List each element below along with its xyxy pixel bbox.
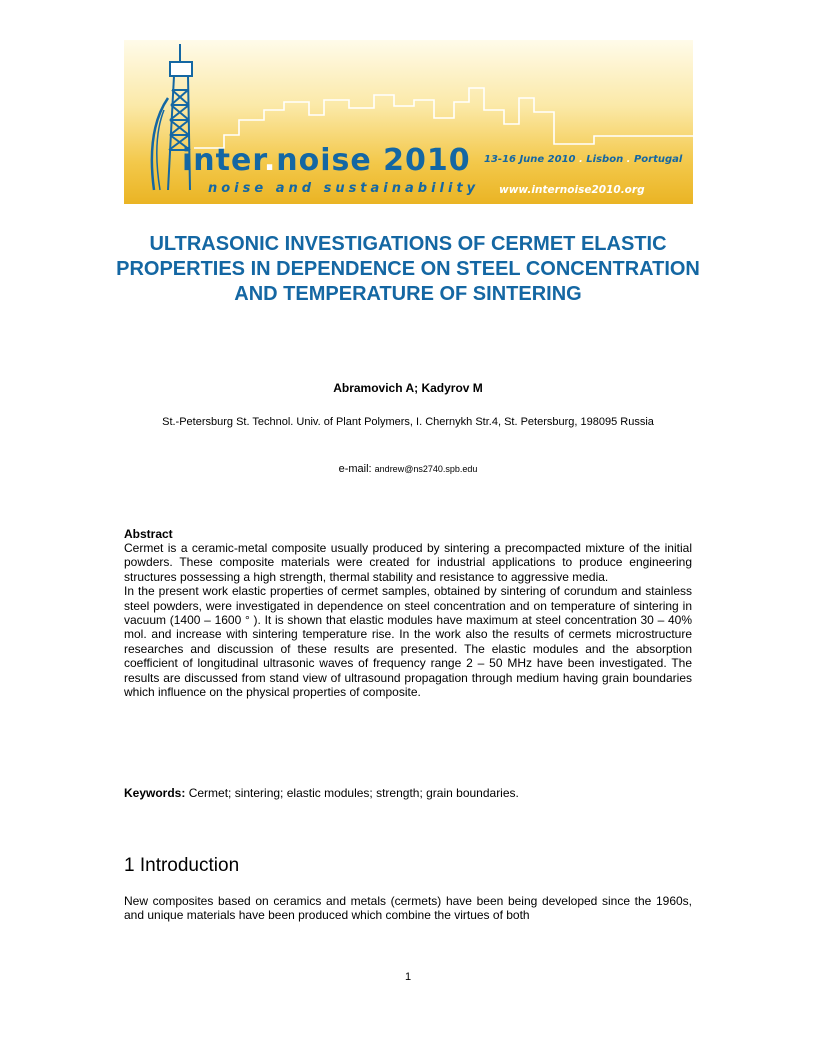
conference-banner — [124, 40, 693, 204]
authors: Abramovich A; Kadyrov M — [333, 381, 483, 395]
email-address[interactable]: andrew@ns2740.spb.edu — [374, 464, 478, 474]
abstract-paragraph-1: Cermet is a ceramic-metal composite usually produced by sintering a precompacted mixture of the initial powders. These composite materials were created for industrial applications to produce engineering structures possessing a high strength, thermal stability and resistance to aggressive media. — [124, 541, 692, 584]
conference-logo: inter.noise 2010 — [182, 143, 471, 178]
page-number: 1 — [404, 971, 412, 983]
section-heading-introduction: 1 Introduction — [124, 855, 240, 876]
abstract-heading: Abstract — [124, 527, 173, 541]
abstract-body — [124, 541, 692, 699]
keywords-line — [124, 786, 519, 800]
conference-tagline: noise and sustainability — [208, 181, 480, 196]
keywords-text: Cermet; sintering; elastic modules; strength; grain boundaries. — [185, 786, 519, 800]
introduction-body — [124, 894, 692, 923]
affiliation: St.-Petersburg St. Technol. Univ. of Plant Polymers, I. Chernykh Str.4, St. Petersburg, 198095 Russia — [162, 416, 654, 428]
email-line: e-mail: andrew@ns2740.spb.edu — [338, 463, 478, 475]
keywords-label: Keywords: — [124, 786, 186, 800]
paper-title: ULTRASONIC INVESTIGATIONS OF CERMET ELASTIC PROPERTIES IN DEPENDENCE ON STEEL CONCENTRATION AND TEMPERATURE OF SINTERING — [116, 233, 700, 305]
lisbon-tower-skyline-illustration — [124, 40, 693, 204]
abstract-paragraph-2: In the present work elastic properties of cermet samples, obtained by sintering of corundum and stainless steel powders, were investigated in dependence on steel concentration and on temperature of sintering in vacuum (1400 – 1600 ° ). It is shown that elastic modules have maximum at steel concentration 30 – 40% mol. and increase with sintering temperature rise. In the work also the results of cermets microstructure researches and discussion of these results are presented. The elastic modules and the absorption coefficient of longitudinal ultrasonic waves of frequency range 2 – 50 MHz have been investigated. The results are discussed from stand view of ultrasound propagation through medium having grain boundaries which influence on the physical properties of composite. — [124, 584, 692, 700]
conference-website[interactable]: www.internoise2010.org — [499, 184, 645, 196]
introduction-paragraph: New composites based on ceramics and metals (cermets) have been being developed since the 1960s, and unique materials have been produced which combine the virtues of both — [124, 894, 692, 923]
conference-dates: 13-16 June 2010 . Lisbon . Portugal — [484, 154, 683, 165]
